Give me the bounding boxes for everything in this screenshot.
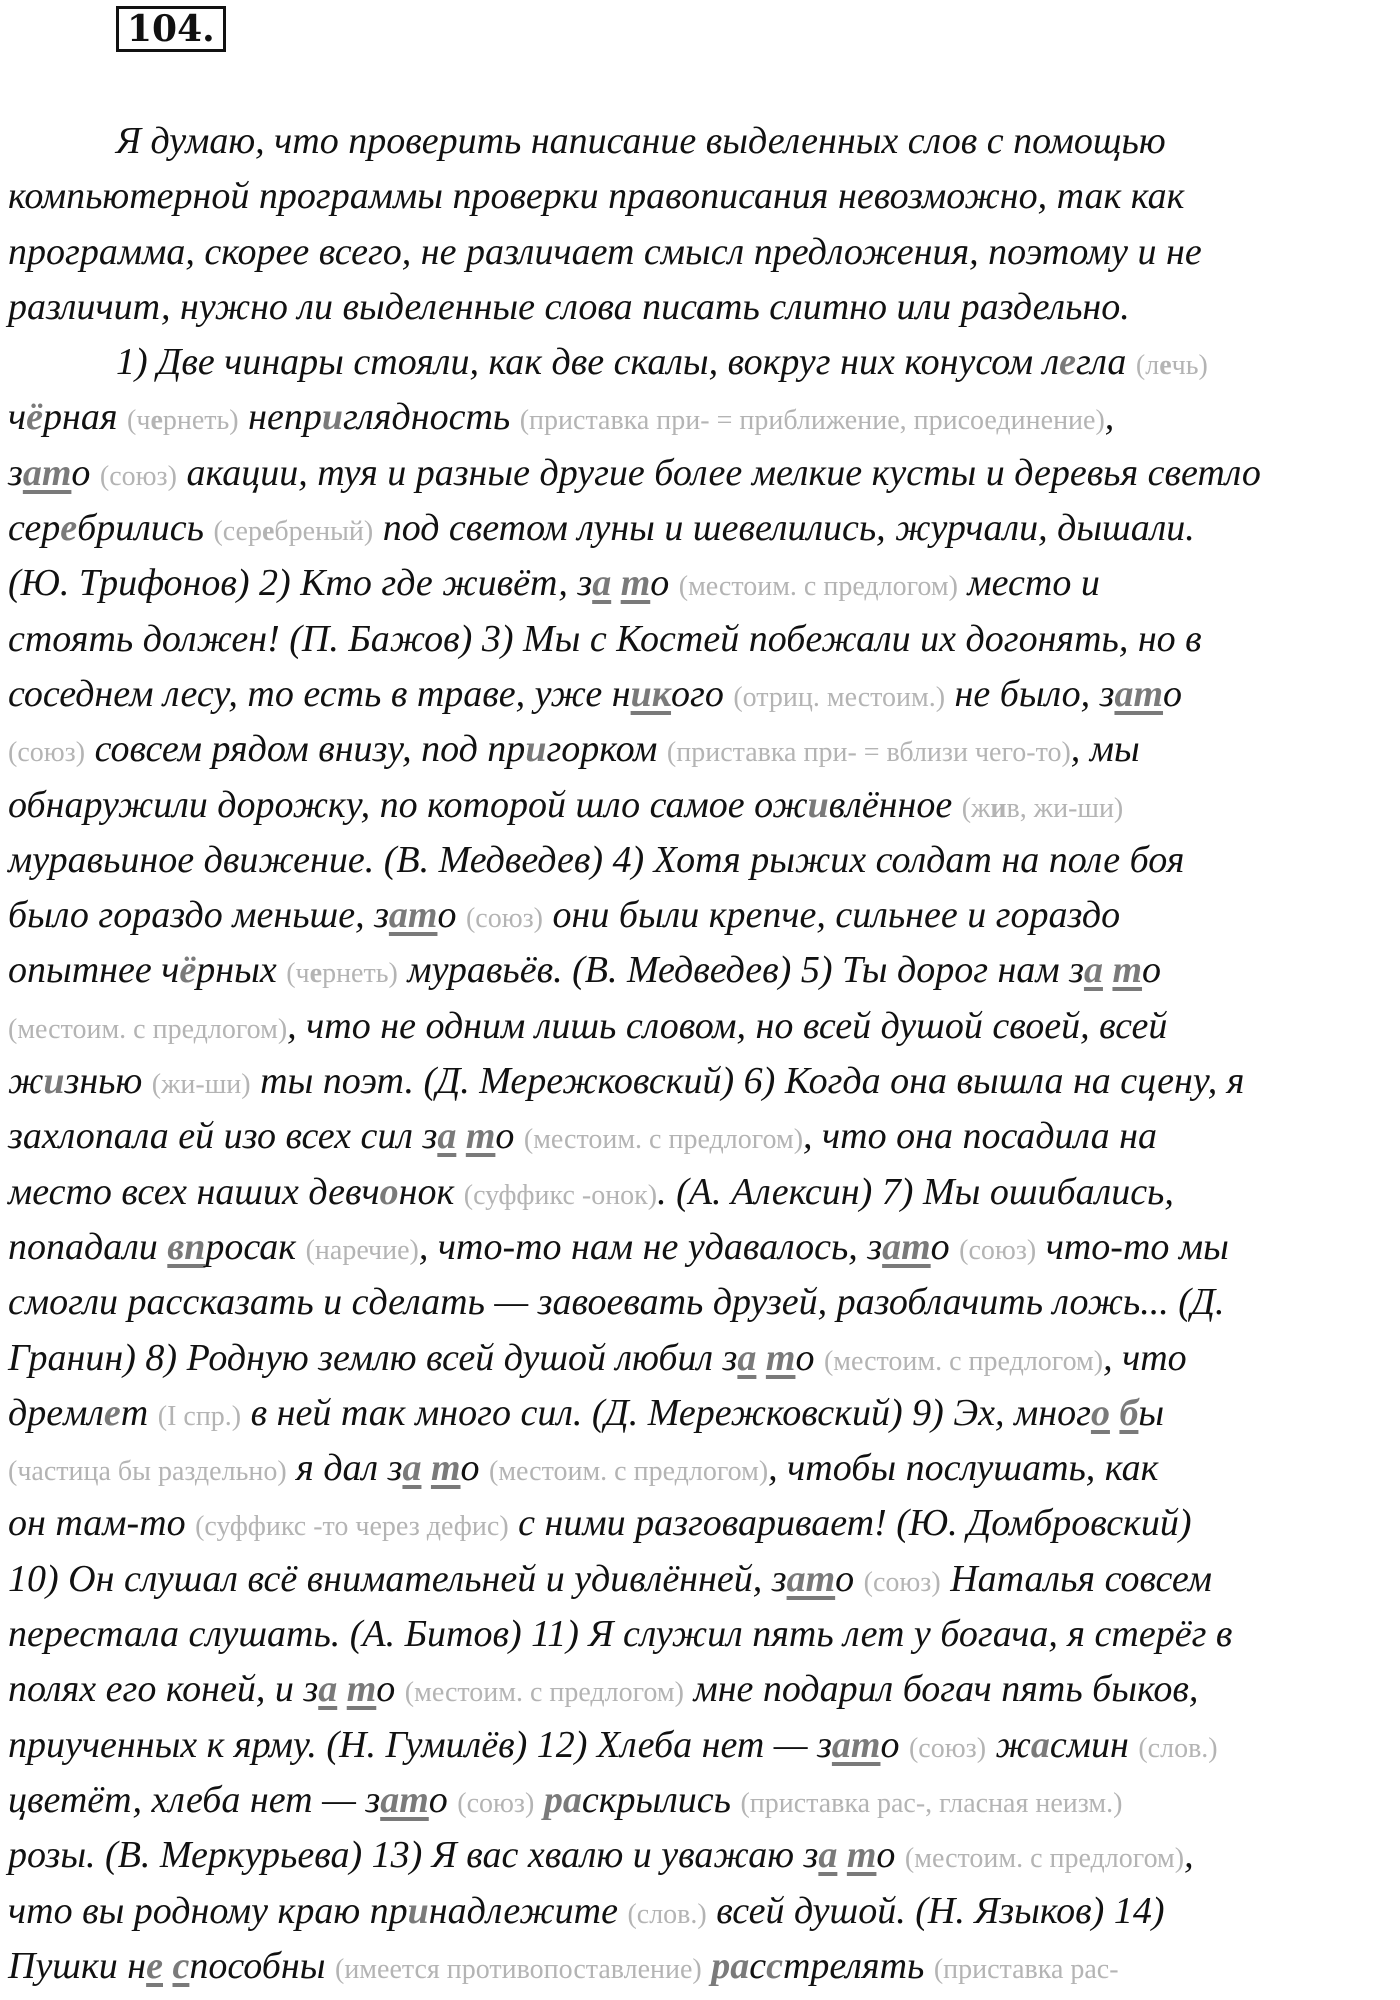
text-segment: место всех наших девч [8, 1170, 380, 1213]
text-segment: нок [398, 1170, 464, 1213]
text-segment: о [495, 1115, 524, 1158]
text-line [8, 114, 1400, 169]
text-line [8, 1386, 1400, 1441]
text-segment: муравьиное движение. (В. Медведев) 4) Хотя рыжих солдат на поле боя [8, 838, 1185, 881]
text-segment: 1) Две чинары стояли, как две скалы, вокруг них конусом л [116, 341, 1060, 384]
highlighted-letter: е [1059, 341, 1077, 384]
text-line [8, 1607, 1400, 1662]
text-segment: соседнем лесу, то есть в траве, уже н [8, 672, 631, 715]
grammar-note: (приставка рас-, гласная неизм.) [740, 1787, 1123, 1819]
highlighted-underlined-letter: вп [167, 1225, 206, 1268]
text-segment: о [428, 1778, 458, 1821]
text-line [8, 1662, 1400, 1717]
text-segment: о [930, 1225, 960, 1268]
text-line [8, 833, 1400, 888]
grammar-note: (жи-ши) [151, 1069, 251, 1101]
highlighted-underlined-letter: о [1090, 1391, 1110, 1434]
text-segment: ч [8, 396, 27, 439]
grammar-note: рнеть) [162, 405, 239, 437]
highlighted-underlined-letter: ат [882, 1225, 931, 1268]
grammar-note-highlight: е [150, 405, 163, 437]
text-segment [702, 1945, 712, 1987]
text-segment: скрылись [581, 1778, 741, 1821]
text-line [8, 1552, 1400, 1607]
text-segment: о [795, 1336, 824, 1379]
highlighted-letter: ё [179, 949, 197, 992]
text-segment: , чтобы послушать, как [768, 1447, 1159, 1490]
text-segment: смогли рассказать и сделать — завоевать друзей, разоблачить ложь... (Д. [8, 1281, 1225, 1324]
text-segment: , что не одним лишь словом, но всей душой своей, всей [287, 1004, 1168, 1047]
text-segment: о [437, 894, 466, 937]
text-segment: цветёт, хлеба нет — з [8, 1778, 381, 1821]
text-line [8, 1275, 1400, 1330]
text-line [8, 1496, 1400, 1551]
text-segment [756, 1337, 766, 1379]
text-segment: росак [205, 1225, 306, 1268]
grammar-note: (союз) [465, 903, 544, 935]
grammar-note: (имеется противопоставление) [335, 1953, 702, 1985]
grammar-note: (ч [286, 958, 310, 990]
text-segment: он там-то [8, 1502, 196, 1545]
highlighted-letter: е [60, 507, 78, 550]
highlighted-letter: ё [26, 396, 44, 439]
text-segment: попадали [8, 1225, 168, 1268]
text-segment: . (А. Алексин) 7) Мы ошибались, [657, 1170, 1174, 1213]
text-line [8, 888, 1400, 943]
text-segment: ты поэт. (Д. Мережковский) 6) Когда она вышла на сцену, я [250, 1060, 1245, 1103]
grammar-note: (приставка при- = вблизи чего-то) [666, 737, 1071, 769]
grammar-note: (местоим. с предлогом) [489, 1456, 769, 1488]
highlighted-underlined-letter: т [765, 1336, 796, 1379]
text-segment: гла [1076, 341, 1136, 384]
grammar-note: (л [1135, 350, 1160, 382]
text-segment: о [1163, 672, 1183, 715]
text-segment: с [749, 1944, 767, 1987]
text-segment: ж [8, 1060, 44, 1103]
text-segment: что-то мы [1036, 1225, 1229, 1268]
text-line [8, 667, 1400, 722]
text-segment: Наталья совсем [940, 1557, 1213, 1600]
text-segment: Гранин) 8) Родную землю всей душой любил з [8, 1336, 738, 1379]
grammar-note: (I спр.) [157, 1400, 242, 1432]
grammar-note-highlight: е [261, 516, 275, 548]
text-line [8, 1773, 1400, 1828]
text-line [8, 612, 1400, 667]
grammar-note: (местоим. с предлогом) [904, 1843, 1185, 1875]
text-segment: муравьёв. (В. Медведев) 5) Ты дорог нам з [397, 949, 1084, 992]
text-line [8, 1441, 1400, 1496]
highlighted-underlined-letter: ат [831, 1723, 881, 1766]
grammar-note: рнеть) [322, 958, 398, 990]
text-line [8, 778, 1400, 833]
text-line [8, 722, 1400, 777]
exercise-number-box [116, 6, 226, 52]
text-line [8, 1718, 1400, 1773]
grammar-note: (суффикс -онок) [463, 1179, 658, 1211]
highlighted-underlined-letter: е [146, 1944, 163, 1987]
text-line [8, 501, 1400, 556]
text-segment: стоять должен! (П. Бажов) 3) Мы с Костей побежали их догонять, но в [8, 617, 1202, 660]
grammar-note: (союз) [99, 460, 177, 492]
highlighted-underlined-letter: а [1083, 949, 1103, 992]
text-segment: Я думаю, что проверить написание выделенных слов с помощью [116, 120, 1166, 162]
text-segment: знью [64, 1060, 152, 1103]
text-segment: о [71, 451, 100, 494]
text-line [8, 1331, 1400, 1386]
text-segment: дрeмл [8, 1391, 104, 1434]
highlighted-underlined-letter: а [592, 562, 612, 605]
text-segment [421, 1447, 431, 1489]
highlighted-underlined-letter: т [465, 1115, 496, 1158]
text-segment: , что-то нам не удавалось, з [418, 1225, 883, 1268]
text-segment: , [1184, 1834, 1194, 1877]
grammar-note: (наречие) [305, 1234, 419, 1266]
text-segment: они были крепче, сильнее и гораздо [543, 894, 1121, 937]
grammar-note: (приставка при- = приближение, присоединение) [519, 405, 1105, 437]
text-segment: (Ю. Трифонов) 2) Кто где живёт, з [8, 562, 593, 605]
text-segment: ы [1138, 1391, 1165, 1434]
grammar-note: (союз) [908, 1732, 987, 1764]
text-line [8, 169, 1400, 224]
text-line [8, 1828, 1400, 1883]
highlighted-underlined-letter: б [1119, 1391, 1139, 1434]
text-segment: приученных к ярму. (Н. Гумилёв) 12) Хлеба нет — з [8, 1723, 832, 1766]
text-segment: сер [8, 507, 61, 550]
text-segment: смин [1049, 1723, 1139, 1766]
text-segment [534, 1779, 544, 1821]
grammar-note: (союз) [863, 1566, 941, 1598]
highlighted-underlined-letter: т [346, 1668, 377, 1711]
highlighted-underlined-letter: ат [388, 894, 438, 937]
grammar-note: (местоим. с предлогом) [823, 1345, 1104, 1377]
text-line [8, 225, 1400, 280]
highlighted-letter: и [43, 1060, 65, 1103]
highlighted-letter: е [103, 1391, 121, 1434]
text-segment: ж [986, 1723, 1031, 1766]
text-segment: 10) Он слушал всё внимательней и удивлённей, з [8, 1557, 787, 1600]
grammar-note: бреный) [274, 516, 374, 548]
text-segment: различит, нужно ли выделенные слова писать слитно или раздельно. [8, 285, 1130, 328]
text-segment: рная [43, 396, 128, 439]
grammar-note: (союз) [457, 1787, 535, 1819]
text-segment: захлопала ей изо всех сил з [8, 1115, 438, 1158]
highlighted-underlined-letter: а [737, 1336, 757, 1379]
text-segment: не было, з [945, 672, 1115, 715]
text-segment: в ней так много сил. (Д. Мережковский) 9) Эх, мног [241, 1391, 1091, 1434]
text-segment [1110, 1392, 1120, 1434]
text-segment: место и [957, 562, 1100, 605]
text-segment: горком [546, 728, 667, 771]
text-segment: с ними разговаривает! (Ю. Домбровский) [508, 1502, 1192, 1545]
grammar-note-highlight: е [1159, 350, 1172, 382]
highlighted-underlined-letter: т [846, 1834, 877, 1877]
exercise-number: 104 [127, 8, 203, 50]
text-segment: о [880, 1723, 909, 1766]
text-segment: , [1104, 396, 1115, 439]
highlighted-underlined-letter: а [318, 1668, 338, 1711]
grammar-note: (ж [961, 792, 991, 824]
text-segment: надлежите [428, 1889, 628, 1932]
text-segment: , что она посадила на [803, 1115, 1157, 1158]
text-segment: брились [77, 507, 214, 550]
text-line [8, 556, 1400, 611]
grammar-note: (слов.) [627, 1898, 707, 1930]
highlighted-letter: и [321, 396, 343, 439]
text-segment: глядность [342, 396, 520, 439]
grammar-note: (приставка рас- [933, 1953, 1119, 1985]
grammar-note: (суффикс -то через дефис) [195, 1511, 509, 1543]
grammar-note: чь) [1171, 350, 1208, 382]
text-segment: всей душой. (Н. Языков) 14) [706, 1889, 1165, 1932]
highlighted-letter: и [807, 783, 829, 826]
text-line [8, 1165, 1400, 1220]
exercise-number-dot: . [202, 8, 215, 50]
text-segment: перестала слушать. (А. Битов) 11) Я служил пять лет у богача, я стерёг в [8, 1613, 1233, 1656]
text-segment: рных [196, 949, 287, 992]
grammar-note: (ч [127, 405, 151, 437]
text-segment: пособны [189, 1944, 335, 1987]
grammar-note: (слов.) [1138, 1732, 1218, 1764]
highlighted-letter: а [1030, 1723, 1050, 1766]
highlighted-underlined-letter: т [620, 562, 651, 605]
grammar-note: (сер [213, 516, 262, 548]
text-segment: о [650, 562, 679, 605]
highlighted-underlined-letter: а [818, 1834, 838, 1877]
text-segment: мне подарил богач пять быков, [683, 1668, 1199, 1711]
text-segment: акации, туя и разные другие более мелкие кусты и деревья светло [176, 451, 1261, 494]
highlighted-underlined-letter: ат [380, 1778, 429, 1821]
text-segment: о [835, 1557, 864, 1600]
text-segment [163, 1945, 173, 1987]
grammar-note: в, жи-ши) [1006, 792, 1124, 824]
grammar-note-highlight: е [309, 958, 323, 990]
text-segment: Пушки н [8, 1944, 147, 1987]
text-segment: о [1142, 949, 1162, 992]
grammar-note: (местоим. с предлогом) [678, 571, 958, 603]
text-line [8, 1884, 1400, 1939]
highlighted-letter: с [766, 1944, 783, 1987]
text-segment: о [376, 1668, 405, 1711]
highlighted-underlined-letter: а [402, 1447, 422, 1490]
text-segment [837, 1834, 847, 1876]
text-segment: ого [671, 672, 734, 715]
text-segment: совсем рядом внизу, под пр [85, 728, 526, 771]
highlighted-letter: и [407, 1889, 429, 1932]
text-segment: о [876, 1834, 905, 1877]
text-segment: программа, скорее всего, не различает смысл предложения, поэтому и не [8, 230, 1202, 273]
text-segment: о [460, 1447, 490, 1490]
text-segment: что вы родному краю пр [8, 1889, 408, 1932]
text-segment [337, 1668, 347, 1710]
text-segment: обнаружили дорожку, по которой шло самое ож [8, 783, 808, 826]
text-line [8, 1939, 1400, 1994]
text-segment: т [120, 1391, 158, 1434]
grammar-note: (местоим. с предлогом) [8, 1013, 288, 1045]
grammar-note-highlight: и [990, 792, 1007, 824]
grammar-note: (союз) [8, 737, 86, 769]
text-segment: розы. (В. Меркурьева) 13) Я вас хвалю и уважаю з [8, 1834, 819, 1877]
highlighted-underlined-letter: ат [22, 451, 72, 494]
text-line [8, 1054, 1400, 1109]
highlighted-underlined-letter: а [437, 1115, 457, 1158]
text-line [8, 1109, 1400, 1164]
text-segment: я дал з [286, 1447, 403, 1490]
highlighted-letter: и [525, 728, 547, 771]
highlighted-underlined-letter: т [1112, 949, 1143, 992]
text-line [8, 943, 1400, 998]
highlighted-underlined-letter: т [430, 1447, 461, 1490]
highlighted-letter: ра [543, 1778, 582, 1821]
text-line [8, 1220, 1400, 1275]
highlighted-underlined-letter: ик [630, 672, 672, 715]
grammar-note: (местоим. с предлогом) [523, 1124, 804, 1156]
text-line [8, 335, 1400, 390]
text-segment: под светом луны и шевелились, журчали, дышали. [373, 507, 1195, 550]
highlighted-underlined-letter: с [172, 1944, 190, 1987]
text-segment: з [8, 451, 23, 494]
highlighted-underlined-letter: ат [1114, 672, 1164, 715]
text-segment: компьютерной программы проверки правописания невозможно, так как [8, 175, 1185, 218]
text-segment: опытнее ч [8, 949, 180, 992]
text-segment: влённое [828, 783, 962, 826]
grammar-note: (отриц. местоим.) [733, 681, 946, 713]
text-segment: полях его коней, и з [8, 1668, 319, 1711]
text-line [8, 446, 1400, 501]
text-line [8, 390, 1400, 445]
text-line [8, 280, 1400, 335]
text-line [8, 999, 1400, 1054]
highlighted-letter: о [379, 1170, 399, 1213]
grammar-note: (частица бы раздельно) [8, 1456, 287, 1488]
text-segment: , мы [1070, 728, 1140, 771]
text-segment: , что [1103, 1336, 1187, 1379]
grammar-note: (союз) [959, 1234, 1037, 1266]
highlighted-underlined-letter: ат [786, 1557, 836, 1600]
text-segment: непр [238, 396, 322, 439]
text-segment [456, 1115, 466, 1157]
text-segment: было гораздо меньше, з [8, 894, 389, 937]
exercise-text [8, 114, 1400, 1994]
text-segment: трелять [782, 1944, 934, 1987]
text-segment [611, 562, 621, 604]
grammar-note: (местоим. с предлогом) [404, 1677, 684, 1709]
highlighted-letter: ра [711, 1944, 750, 1987]
